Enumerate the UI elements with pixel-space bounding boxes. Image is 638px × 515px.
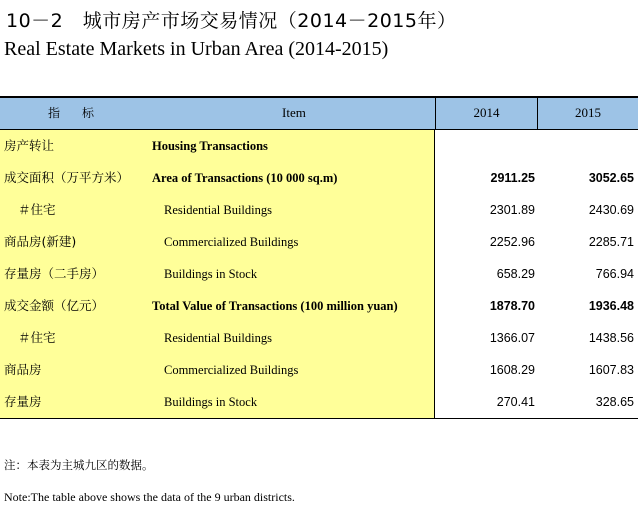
value-2015: 3052.65	[588, 171, 634, 185]
table-row	[0, 194, 638, 226]
value-2014: 1878.70	[489, 299, 535, 313]
row-label-zh: 存量房	[4, 394, 42, 409]
table-row	[0, 322, 638, 354]
row-label-en: Buildings in Stock	[164, 395, 258, 409]
value-2015: 766.94	[595, 267, 634, 281]
table-row	[0, 162, 638, 194]
value-2015: 1438.56	[588, 331, 634, 345]
value-2015: 328.65	[595, 395, 634, 409]
header-item-en: Item	[282, 105, 306, 120]
value-2015: 2285.71	[588, 235, 634, 249]
page-title-zh: 10－2 城市房产市场交易情况（2014－2015年）	[6, 10, 457, 32]
value-2014: 270.41	[496, 395, 535, 409]
value-2014: 1366.07	[489, 331, 535, 345]
table-row	[0, 290, 638, 322]
row-label-en: Commercialized Buildings	[164, 363, 299, 377]
note-en: Note:The table above shows the data of the 9 urban districts.	[4, 490, 295, 504]
header-year-2015: 2015	[575, 105, 601, 120]
value-2015: 1607.83	[588, 363, 634, 377]
row-label-en: Residential Buildings	[164, 203, 272, 217]
value-2015: 1936.48	[588, 299, 634, 313]
header-year-2014: 2014	[473, 105, 500, 120]
table-row	[0, 226, 638, 258]
row-label-en: Commercialized Buildings	[164, 235, 299, 249]
value-2015: 2430.69	[588, 203, 634, 217]
value-2014: 2911.25	[490, 171, 535, 185]
row-label-en: Buildings in Stock	[164, 267, 258, 281]
table-row	[0, 354, 638, 386]
row-label-en: Residential Buildings	[164, 331, 272, 345]
row-label-zh: 商品房(新建)	[4, 234, 77, 249]
header-indicator-zh: 指标	[48, 106, 117, 120]
value-2014: 1608.29	[489, 363, 535, 377]
note-zh: 注：本表为主城九区的数据。	[4, 458, 154, 472]
row-label-en: Area of Transactions (10 000 sq.m)	[152, 171, 338, 185]
table-bottom-border	[0, 418, 638, 419]
row-label-zh: 存量房（二手房）	[4, 266, 105, 281]
header-cell-item	[0, 96, 435, 130]
page-title-en: Real Estate Markets in Urban Area (2014-2015)	[4, 38, 389, 60]
row-label-zh: 房产转让	[4, 138, 55, 153]
header-cell-2015	[537, 96, 638, 130]
value-2014: 658.29	[496, 267, 535, 281]
row-label-zh: ＃住宅	[18, 202, 56, 217]
table-row	[0, 386, 638, 418]
table-row	[0, 130, 638, 162]
table-row	[0, 258, 638, 290]
row-label-zh: 商品房	[4, 362, 42, 377]
row-label-zh: 成交金额（亿元）	[4, 298, 105, 313]
row-label-zh: ＃住宅	[18, 330, 56, 345]
row-label-en: Total Value of Transactions (100 million yuan)	[152, 299, 398, 313]
row-label-en: Housing Transactions	[152, 139, 268, 153]
value-2014: 2301.89	[489, 203, 535, 217]
value-2014: 2252.96	[489, 235, 535, 249]
row-label-zh: 成交面积（万平方米）	[4, 170, 130, 185]
header-cell-2014	[435, 96, 537, 130]
